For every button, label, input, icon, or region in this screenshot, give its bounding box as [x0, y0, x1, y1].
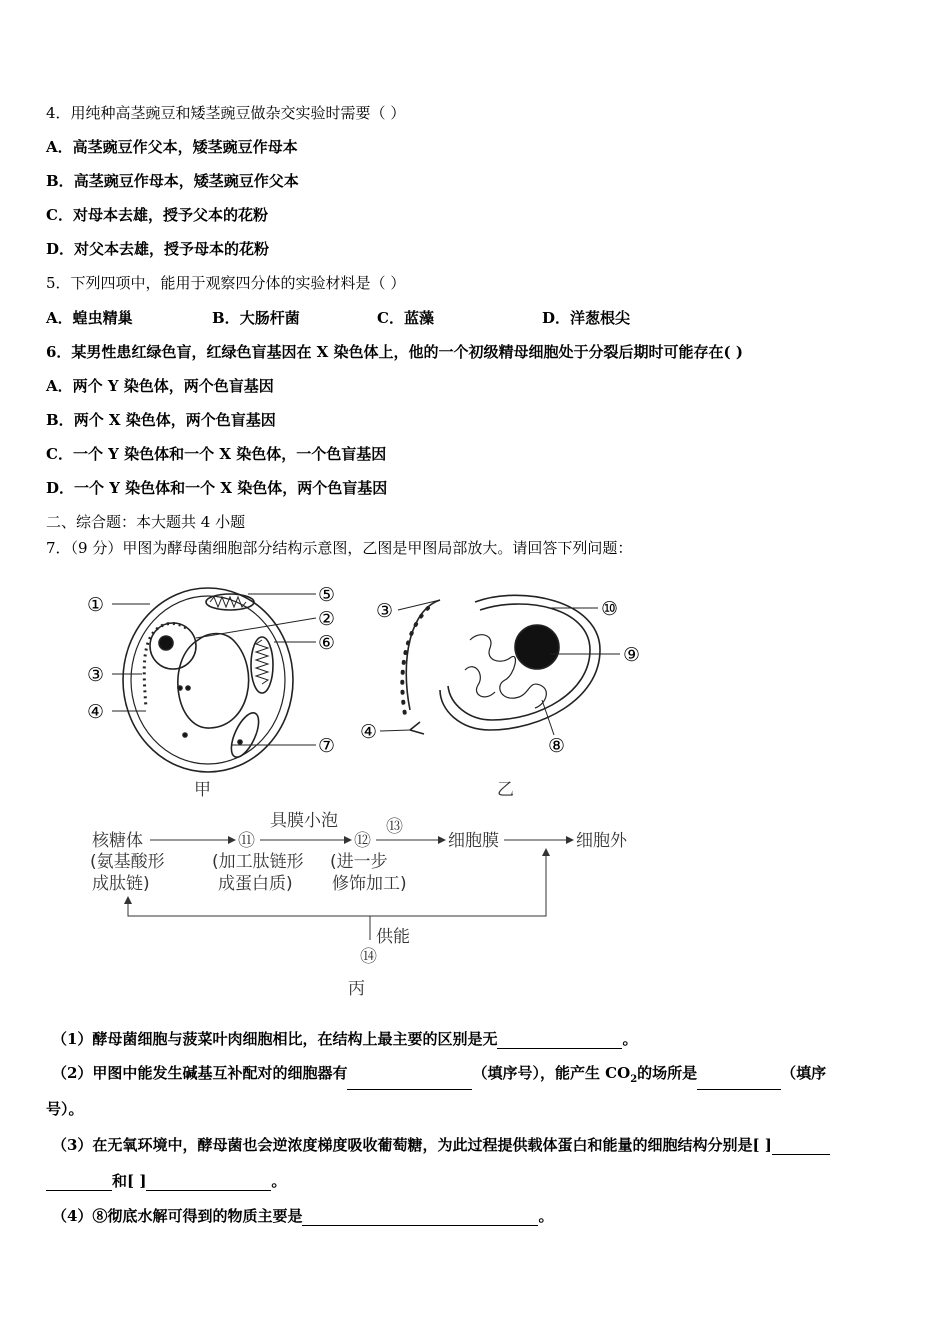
flow-arrowhead: [344, 836, 352, 844]
q7-sub3-line2: [46, 1171, 286, 1191]
q6-option-b: [46, 410, 276, 430]
yi-labels: [360, 598, 640, 800]
yi-nuclear-inner: [448, 604, 590, 720]
jia-leaders: [112, 594, 316, 745]
yi-label: ③: [376, 600, 394, 622]
q7-sub4-text: （4）⑧彻底水解可得到的物质主要是: [52, 1207, 303, 1225]
q4-option-a: [46, 137, 298, 157]
option-letter: B．: [46, 411, 74, 429]
option-letter: D．: [46, 240, 75, 258]
flow-node-11-sub: 成蛋白质): [218, 874, 293, 894]
option-letter: A．: [46, 377, 73, 395]
q7-sub1-suffix: 。: [622, 1030, 638, 1048]
option-letter: D．: [46, 479, 75, 497]
q4-option-c: [46, 205, 268, 225]
q7-sub2-tail: （填序: [781, 1064, 827, 1082]
jia-ribosome: [186, 686, 190, 690]
flow-node-11: ⑪: [238, 831, 255, 851]
q7-sub4-suffix: 。: [538, 1207, 554, 1225]
section-heading: 二、综合题：本大题共 4 小题: [46, 513, 246, 531]
q5-stem: 5．下列四项中，能用于观察四分体的实验材料是（ ）: [46, 274, 406, 292]
energy-label: 供能: [376, 927, 410, 947]
yi-label: ④: [360, 721, 378, 743]
jia-nucleolus: [159, 636, 173, 650]
jia-label: ③: [87, 664, 105, 686]
jia-caption: 甲: [194, 780, 211, 800]
answer-blank[interactable]: [347, 1073, 472, 1090]
jia-leader-2: [196, 618, 316, 638]
jia-mito-2: [251, 637, 273, 693]
yi-label: ⑧: [548, 735, 566, 757]
flow-arrowhead: [566, 836, 574, 844]
yi-leader-4: [380, 730, 410, 731]
jia-label: ②: [318, 608, 336, 630]
option-letter: A．: [46, 309, 73, 327]
yi-detail: [402, 595, 600, 734]
q5-option-b: [212, 308, 300, 328]
jia-ribosome: [238, 740, 242, 744]
jia-vacuole: [178, 634, 249, 729]
option-letter: C．: [377, 309, 404, 327]
jia-label: ①: [87, 594, 105, 616]
option-text: 对父本去雄，授予母本的花粉: [74, 240, 270, 258]
flow-diagram: [90, 811, 628, 999]
flow-node-12-sub: (进一步: [330, 852, 388, 872]
option-letter: D．: [542, 309, 571, 327]
energy-arrowhead: [124, 896, 132, 904]
q5-option-c: [377, 308, 434, 328]
option-text: 洋葱根尖: [570, 309, 631, 327]
q6-option-a: [46, 376, 274, 396]
option-letter: C．: [46, 445, 73, 463]
jia-cell-membrane: [131, 596, 285, 764]
flow-node-ribosome: 核糖体: [92, 831, 143, 851]
option-text: 蝗虫精巢: [72, 309, 133, 327]
q7-sub3-mid: 和[ ]: [112, 1172, 147, 1190]
yi-caption: 乙: [497, 780, 514, 800]
q7-sub1-text: （1）酵母菌细胞与菠菜叶肉细胞相比，在结构上最主要的区别是无: [52, 1030, 498, 1048]
energy-num: ⑭: [360, 947, 377, 967]
q7-stem: 7．（9 分）甲图为酵母菌细胞部分结构示意图，乙图是甲图局部放大。请回答下列问题：: [46, 539, 633, 557]
q6-stem: 6．某男性患红绿色盲，红绿色盲基因在 X 染色体上，他的一个初级精母细胞处于分裂后期时可能存在( ): [46, 343, 743, 361]
answer-blank[interactable]: [697, 1073, 781, 1090]
q7-sub2-mid2: 的场所是: [637, 1064, 698, 1082]
option-text: 高茎豌豆作母本，矮茎豌豆作父本: [73, 172, 299, 190]
option-text: 一个 Y 染色体和一个 X 染色体，一个色盲基因: [72, 445, 387, 463]
q5-option-a: [46, 308, 133, 328]
q7-sub1: [52, 1029, 637, 1049]
q6-option-c: [46, 444, 386, 464]
bing-caption: 丙: [348, 979, 365, 999]
co2-subscript: 2: [630, 1074, 638, 1085]
q7-sub2-text: （2）甲图中能发生碱基互补配对的细胞器有: [52, 1064, 348, 1082]
yi-leader-3: [398, 600, 440, 610]
yi-label: ⑩: [601, 598, 619, 620]
jia-mito-2-cristae: [256, 640, 268, 684]
flow-node-membrane: 细胞膜: [448, 831, 499, 851]
yi-nucleolus: [515, 625, 559, 669]
flow-node-ribosome-sub: 成肽链): [92, 874, 150, 894]
option-text: 对母本去雄，授予父本的花粉: [72, 206, 268, 224]
cell-diagram-svg: [80, 580, 680, 1010]
q5-option-d: [542, 308, 630, 328]
flow-node-ribosome-sub: (氨基酸形: [90, 852, 165, 872]
jia-label: ⑦: [318, 735, 336, 757]
jia-ribosome: [183, 733, 187, 737]
flow-node-12-sub: 修饰加工): [332, 874, 407, 894]
jia-label: ⑤: [318, 584, 336, 606]
flow-mark-13: ⑬: [386, 817, 403, 837]
option-letter: C．: [46, 206, 73, 224]
option-text: 两个 Y 染色体，两个色盲基因: [72, 377, 274, 395]
q7-sub2-mid: （填序号），能产生 CO: [472, 1064, 631, 1082]
option-text: 大肠杆菌: [239, 309, 300, 327]
yi-nuclear-outer: [440, 595, 600, 730]
flow-arrowhead: [438, 836, 446, 844]
jia-cell: [123, 588, 293, 772]
yi-label: ⑨: [623, 644, 641, 666]
q7-sub2-cont: 号）。: [46, 1100, 84, 1118]
cell-diagram-figure: [80, 580, 680, 1010]
yi-leaders: [380, 600, 620, 735]
q7-sub2: [52, 1063, 826, 1090]
q7-sub4: [52, 1206, 553, 1226]
q4-option-b: [46, 171, 299, 191]
option-text: 两个 X 染色体，两个色盲基因: [73, 411, 276, 429]
q7-sub3-suffix: 。: [271, 1172, 287, 1190]
option-text: 高茎豌豆作父本，矮茎豌豆作母本: [72, 138, 298, 156]
option-letter: B．: [212, 309, 240, 327]
flow-arrowhead: [228, 836, 236, 844]
q4-option-d: [46, 239, 269, 259]
jia-label: ⑥: [318, 632, 336, 654]
answer-blank[interactable]: [46, 1174, 112, 1191]
option-letter: B．: [46, 172, 74, 190]
answer-blank[interactable]: [146, 1174, 271, 1191]
jia-label: ④: [87, 701, 105, 723]
flow-node-11-sub: (加工肽链形: [212, 852, 304, 872]
yi-ribosome-pair: [410, 722, 424, 734]
flow-node-outside: 细胞外: [576, 831, 627, 851]
q7-sub3: [52, 1135, 830, 1155]
energy-arrowhead: [542, 848, 550, 856]
flow-vesicle-label: 具膜小泡: [270, 811, 338, 831]
answer-blank[interactable]: [772, 1138, 830, 1155]
option-text: 蓝藻: [403, 309, 434, 327]
jia-ribosome: [178, 686, 182, 690]
q6-option-d: [46, 478, 387, 498]
answer-blank[interactable]: [302, 1209, 538, 1226]
option-letter: A．: [46, 138, 73, 156]
option-text: 一个 Y 染色体和一个 X 染色体，两个色盲基因: [74, 479, 388, 497]
q7-sub3-text: （3）在无氧环境中，酵母菌也会逆浓度梯度吸收葡萄糖，为此过程提供载体蛋白和能量的细胞结构分别是[ ]: [52, 1136, 772, 1154]
answer-blank[interactable]: [497, 1032, 622, 1049]
q4-stem: 4．用纯种高茎豌豆和矮茎豌豆做杂交实验时需要（ ）: [46, 104, 406, 122]
flow-node-12: ⑫: [354, 831, 371, 851]
